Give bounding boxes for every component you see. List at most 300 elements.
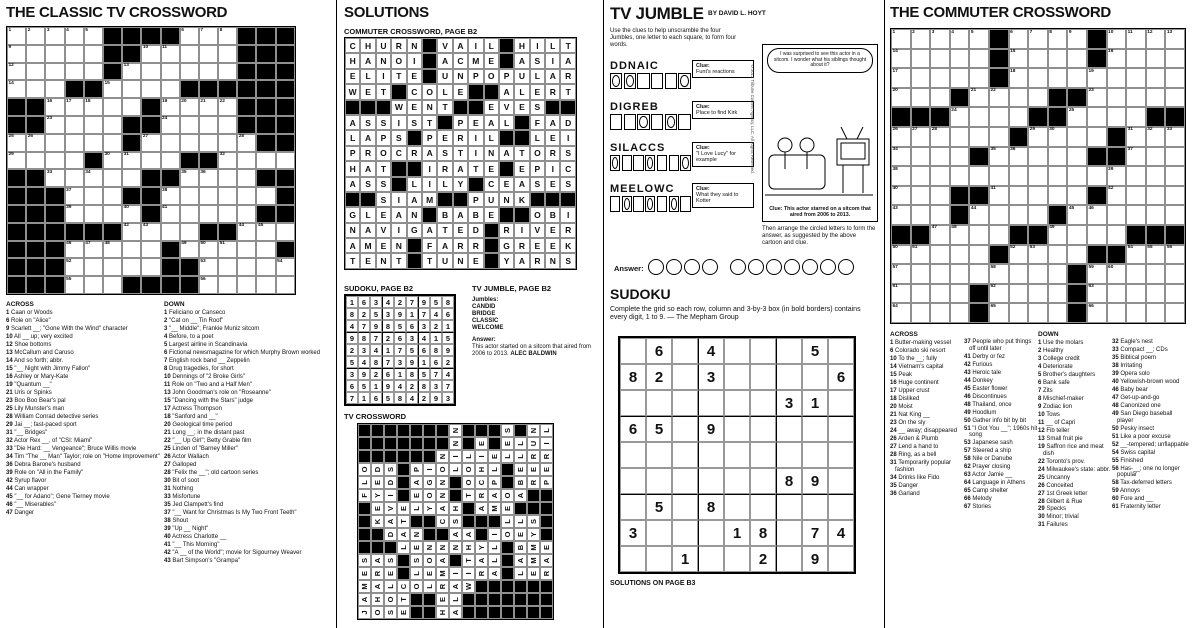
grid-cell[interactable]	[930, 49, 950, 69]
grid-cell[interactable]	[256, 241, 275, 259]
grid-cell[interactable]: 48	[103, 241, 122, 259]
grid-cell[interactable]	[989, 127, 1009, 147]
grid-cell[interactable]	[1146, 303, 1166, 323]
sudoku-cell[interactable]	[750, 442, 776, 468]
grid-cell[interactable]: 16	[1107, 49, 1127, 69]
grid-cell[interactable]: 14	[7, 80, 26, 98]
grid-cell[interactable]: 46	[1087, 205, 1107, 225]
grid-cell[interactable]	[930, 166, 950, 186]
grid-cell[interactable]	[1146, 68, 1166, 88]
grid-cell[interactable]	[237, 169, 256, 187]
grid-cell[interactable]: 55	[65, 276, 84, 294]
sudoku-cell[interactable]	[750, 338, 776, 364]
grid-cell[interactable]	[1048, 186, 1068, 206]
grid-cell[interactable]	[1087, 107, 1107, 127]
grid-cell[interactable]: 37	[65, 187, 84, 205]
grid-cell[interactable]	[950, 245, 970, 265]
grid-cell[interactable]	[180, 223, 199, 241]
grid-cell[interactable]	[1107, 68, 1127, 88]
grid-cell[interactable]: 20	[180, 98, 199, 116]
grid-cell[interactable]	[45, 134, 64, 152]
grid-cell[interactable]	[1165, 186, 1185, 206]
jumble-letter-square[interactable]	[665, 114, 677, 130]
grid-cell[interactable]: 28	[237, 134, 256, 152]
grid-cell[interactable]	[141, 241, 160, 259]
grid-cell[interactable]: 48	[950, 225, 970, 245]
sudoku-cell[interactable]	[620, 442, 646, 468]
answer-circle[interactable]	[784, 259, 800, 275]
grid-cell[interactable]	[1087, 127, 1107, 147]
grid-cell[interactable]	[1048, 49, 1068, 69]
grid-cell[interactable]	[180, 187, 199, 205]
grid-cell[interactable]: 14	[891, 49, 911, 69]
answer-circle[interactable]	[766, 259, 782, 275]
grid-cell[interactable]	[1028, 49, 1048, 69]
grid-cell[interactable]	[84, 63, 103, 81]
grid-cell[interactable]: 44	[969, 205, 989, 225]
grid-cell[interactable]	[950, 284, 970, 304]
grid-cell[interactable]: 12	[7, 63, 26, 81]
grid-cell[interactable]	[1107, 88, 1127, 108]
grid-cell[interactable]	[84, 276, 103, 294]
grid-cell[interactable]	[1067, 147, 1087, 167]
grid-cell[interactable]	[1067, 49, 1087, 69]
jumble-letter-square[interactable]	[680, 155, 690, 171]
grid-cell[interactable]	[1107, 225, 1127, 245]
grid-cell[interactable]	[218, 169, 237, 187]
grid-cell[interactable]	[1048, 264, 1068, 284]
grid-cell[interactable]	[65, 45, 84, 63]
sudoku-cell[interactable]	[646, 546, 672, 572]
grid-cell[interactable]	[1165, 147, 1185, 167]
sudoku-cell[interactable]	[646, 520, 672, 546]
grid-cell[interactable]	[1126, 49, 1146, 69]
grid-cell[interactable]: 39	[1107, 166, 1127, 186]
grid-cell[interactable]: 56	[1165, 245, 1185, 265]
grid-cell[interactable]	[1009, 284, 1029, 304]
grid-cell[interactable]	[1126, 166, 1146, 186]
grid-cell[interactable]	[122, 98, 141, 116]
grid-cell[interactable]	[1048, 68, 1068, 88]
grid-cell[interactable]	[1126, 303, 1146, 323]
grid-cell[interactable]	[276, 152, 295, 170]
grid-cell[interactable]: 9	[1067, 29, 1087, 49]
answer-circle[interactable]	[730, 259, 746, 275]
grid-cell[interactable]: 9	[7, 45, 26, 63]
grid-cell[interactable]	[1028, 147, 1048, 167]
grid-cell[interactable]: 4	[950, 29, 970, 49]
grid-cell[interactable]: 10	[1107, 29, 1127, 49]
grid-cell[interactable]	[141, 80, 160, 98]
grid-cell[interactable]: 49	[180, 241, 199, 259]
grid-cell[interactable]: 55	[1146, 245, 1166, 265]
grid-cell[interactable]: 3	[930, 29, 950, 49]
grid-cell[interactable]	[45, 45, 64, 63]
grid-cell[interactable]	[84, 258, 103, 276]
grid-cell[interactable]	[930, 147, 950, 167]
grid-cell[interactable]: 43	[141, 223, 160, 241]
grid-cell[interactable]	[1067, 186, 1087, 206]
sudoku-cell[interactable]	[828, 468, 854, 494]
grid-cell[interactable]	[969, 264, 989, 284]
sudoku-cell[interactable]	[672, 442, 698, 468]
grid-cell[interactable]: 31	[1126, 127, 1146, 147]
grid-cell[interactable]	[1067, 225, 1087, 245]
grid-cell[interactable]: 17	[65, 98, 84, 116]
jumble-letter-square[interactable]	[680, 196, 690, 212]
grid-cell[interactable]: 33	[1165, 127, 1185, 147]
grid-cell[interactable]: 34	[84, 169, 103, 187]
grid-cell[interactable]	[1028, 284, 1048, 304]
grid-cell[interactable]: 20	[891, 88, 911, 108]
grid-cell[interactable]	[45, 80, 64, 98]
grid-cell[interactable]	[969, 225, 989, 245]
jumble-letter-square[interactable]	[633, 196, 643, 212]
grid-cell[interactable]	[911, 88, 931, 108]
jumble-letter-square[interactable]	[669, 196, 679, 212]
grid-cell[interactable]	[950, 127, 970, 147]
grid-cell[interactable]: 39	[65, 205, 84, 223]
jumble-letter-square[interactable]	[610, 155, 620, 171]
grid-cell[interactable]: 23	[45, 116, 64, 134]
grid-cell[interactable]	[180, 134, 199, 152]
grid-cell[interactable]: 12	[1146, 29, 1166, 49]
grid-cell[interactable]: 32	[218, 152, 237, 170]
grid-cell[interactable]	[180, 63, 199, 81]
grid-cell[interactable]	[969, 68, 989, 88]
grid-cell[interactable]: 40	[122, 205, 141, 223]
grid-cell[interactable]	[930, 264, 950, 284]
sudoku-cell[interactable]	[672, 390, 698, 416]
grid-cell[interactable]: 30	[103, 152, 122, 170]
grid-cell[interactable]: 11	[161, 45, 180, 63]
grid-cell[interactable]: 44	[237, 223, 256, 241]
grid-cell[interactable]	[122, 241, 141, 259]
grid-cell[interactable]: 13	[122, 63, 141, 81]
grid-cell[interactable]: 47	[84, 241, 103, 259]
jumble-letter-square[interactable]	[633, 155, 643, 171]
grid-cell[interactable]: 36	[1009, 147, 1029, 167]
sudoku-cell[interactable]	[672, 468, 698, 494]
grid-cell[interactable]: 15	[103, 80, 122, 98]
jumble-letter-square[interactable]	[637, 73, 649, 89]
grid-cell[interactable]	[1009, 88, 1029, 108]
grid-cell[interactable]: 22	[989, 88, 1009, 108]
sudoku-cell[interactable]	[750, 494, 776, 520]
grid-cell[interactable]: 52	[1009, 245, 1029, 265]
grid-cell[interactable]: 2	[26, 27, 45, 45]
grid-cell[interactable]	[276, 276, 295, 294]
grid-cell[interactable]	[237, 152, 256, 170]
grid-cell[interactable]	[103, 98, 122, 116]
sudoku-cell[interactable]	[776, 494, 802, 520]
grid-cell[interactable]: 61	[891, 284, 911, 304]
grid-cell[interactable]	[1009, 205, 1029, 225]
jumble-letter-square[interactable]	[624, 73, 636, 89]
answer-circle[interactable]	[666, 259, 682, 275]
sudoku-cell[interactable]	[724, 442, 750, 468]
grid-cell[interactable]: 62	[989, 284, 1009, 304]
grid-cell[interactable]	[1087, 225, 1107, 245]
sudoku-cell[interactable]	[750, 390, 776, 416]
grid-cell[interactable]: 65	[989, 303, 1009, 323]
sudoku-cell[interactable]	[698, 468, 724, 494]
grid-cell[interactable]	[911, 264, 931, 284]
grid-cell[interactable]	[65, 116, 84, 134]
grid-cell[interactable]: 7	[1028, 29, 1048, 49]
answer-circle[interactable]	[648, 259, 664, 275]
grid-cell[interactable]: 3	[45, 27, 64, 45]
grid-cell[interactable]	[161, 80, 180, 98]
jumble-letter-square[interactable]	[637, 114, 649, 130]
grid-cell[interactable]	[1146, 88, 1166, 108]
grid-cell[interactable]	[1165, 205, 1185, 225]
grid-cell[interactable]: 63	[1087, 284, 1107, 304]
grid-cell[interactable]	[141, 152, 160, 170]
grid-cell[interactable]	[969, 166, 989, 186]
grid-cell[interactable]	[930, 284, 950, 304]
jumble-letter-square[interactable]	[610, 73, 622, 89]
grid-cell[interactable]: 54	[1126, 245, 1146, 265]
grid-cell[interactable]: 51	[218, 241, 237, 259]
grid-cell[interactable]	[218, 205, 237, 223]
grid-cell[interactable]	[84, 134, 103, 152]
grid-cell[interactable]: 1	[891, 29, 911, 49]
grid-cell[interactable]	[911, 284, 931, 304]
grid-cell[interactable]	[950, 68, 970, 88]
grid-cell[interactable]	[218, 116, 237, 134]
sudoku-cell[interactable]	[672, 520, 698, 546]
sudoku-cell[interactable]	[724, 338, 750, 364]
grid-cell[interactable]	[930, 68, 950, 88]
grid-cell[interactable]: 40	[891, 186, 911, 206]
grid-cell[interactable]: 49	[1048, 225, 1068, 245]
grid-cell[interactable]: 46	[65, 241, 84, 259]
grid-cell[interactable]	[256, 187, 275, 205]
grid-cell[interactable]: 53	[1028, 245, 1048, 265]
jumble-letter-square[interactable]	[665, 73, 677, 89]
answer-circle[interactable]	[748, 259, 764, 275]
grid-cell[interactable]: 16	[45, 98, 64, 116]
grid-cell[interactable]	[950, 166, 970, 186]
grid-cell[interactable]	[911, 68, 931, 88]
grid-cell[interactable]	[1048, 147, 1068, 167]
grid-cell[interactable]: 7	[199, 27, 218, 45]
grid-cell[interactable]	[969, 245, 989, 265]
grid-cell[interactable]	[1048, 284, 1068, 304]
grid-cell[interactable]: 66	[1087, 303, 1107, 323]
jumble-letter-square[interactable]	[622, 196, 632, 212]
grid-cell[interactable]	[45, 63, 64, 81]
grid-cell[interactable]: 26	[26, 134, 45, 152]
grid-cell[interactable]	[26, 63, 45, 81]
grid-cell[interactable]: 32	[1146, 127, 1166, 147]
grid-cell[interactable]: 21	[969, 88, 989, 108]
sudoku-cell[interactable]	[776, 338, 802, 364]
grid-cell[interactable]	[218, 63, 237, 81]
grid-cell[interactable]	[1165, 166, 1185, 186]
grid-cell[interactable]	[237, 187, 256, 205]
grid-cell[interactable]	[1126, 186, 1146, 206]
jumble-letter-square[interactable]	[624, 114, 636, 130]
grid-cell[interactable]	[218, 134, 237, 152]
grid-cell[interactable]	[1107, 303, 1127, 323]
grid-cell[interactable]	[65, 134, 84, 152]
sudoku-cell[interactable]	[802, 494, 828, 520]
grid-cell[interactable]: 41	[161, 205, 180, 223]
grid-cell[interactable]	[65, 63, 84, 81]
jumble-letter-square[interactable]	[645, 196, 655, 212]
sudoku-cell[interactable]	[776, 442, 802, 468]
answer-circle[interactable]	[684, 259, 700, 275]
grid-cell[interactable]: 50	[891, 245, 911, 265]
sudoku-cell[interactable]	[620, 546, 646, 572]
sudoku-cell[interactable]	[672, 364, 698, 390]
grid-cell[interactable]	[1126, 205, 1146, 225]
sudoku-cell[interactable]	[724, 468, 750, 494]
grid-cell[interactable]	[1009, 166, 1029, 186]
grid-cell[interactable]	[911, 147, 931, 167]
grid-cell[interactable]	[103, 205, 122, 223]
grid-cell[interactable]: 24	[950, 107, 970, 127]
grid-cell[interactable]: 22	[218, 98, 237, 116]
grid-cell[interactable]	[84, 187, 103, 205]
grid-cell[interactable]	[1067, 127, 1087, 147]
grid-cell[interactable]	[141, 258, 160, 276]
grid-cell[interactable]	[911, 166, 931, 186]
jumble-letter-square[interactable]	[610, 114, 622, 130]
grid-cell[interactable]	[1028, 264, 1048, 284]
sudoku-cell[interactable]	[828, 442, 854, 468]
jumble-letter-square[interactable]	[678, 114, 690, 130]
grid-cell[interactable]	[1009, 264, 1029, 284]
grid-cell[interactable]	[1107, 107, 1127, 127]
grid-cell[interactable]: 60	[1107, 264, 1127, 284]
answer-circle[interactable]	[820, 259, 836, 275]
grid-cell[interactable]: 27	[911, 127, 931, 147]
grid-cell[interactable]	[122, 80, 141, 98]
grid-cell[interactable]	[1048, 245, 1068, 265]
grid-cell[interactable]	[989, 166, 1009, 186]
grid-cell[interactable]	[218, 258, 237, 276]
grid-cell[interactable]	[237, 258, 256, 276]
grid-cell[interactable]	[1165, 88, 1185, 108]
grid-cell[interactable]	[1126, 284, 1146, 304]
grid-cell[interactable]	[930, 88, 950, 108]
grid-cell[interactable]	[84, 116, 103, 134]
sudoku-cell[interactable]	[672, 494, 698, 520]
sudoku-cell[interactable]	[646, 390, 672, 416]
grid-cell[interactable]: 25	[1067, 107, 1087, 127]
grid-cell[interactable]	[1048, 166, 1068, 186]
grid-cell[interactable]: 56	[199, 276, 218, 294]
grid-cell[interactable]: 53	[199, 258, 218, 276]
grid-cell[interactable]: 31	[122, 152, 141, 170]
grid-cell[interactable]	[1146, 49, 1166, 69]
grid-cell[interactable]: 64	[891, 303, 911, 323]
grid-cell[interactable]	[1028, 166, 1048, 186]
grid-cell[interactable]: 8	[1048, 29, 1068, 49]
grid-cell[interactable]	[180, 45, 199, 63]
grid-cell[interactable]	[1165, 303, 1185, 323]
grid-cell[interactable]: 29	[1028, 127, 1048, 147]
sudoku-cell[interactable]	[620, 468, 646, 494]
grid-cell[interactable]	[1009, 303, 1029, 323]
grid-cell[interactable]: 6	[1009, 29, 1029, 49]
sudoku-cell[interactable]	[724, 494, 750, 520]
sudoku-cell[interactable]	[776, 416, 802, 442]
grid-cell[interactable]	[950, 264, 970, 284]
grid-cell[interactable]	[103, 258, 122, 276]
grid-cell[interactable]	[161, 63, 180, 81]
sudoku-cell[interactable]	[828, 390, 854, 416]
grid-cell[interactable]: 54	[276, 258, 295, 276]
grid-cell[interactable]	[1146, 205, 1166, 225]
grid-cell[interactable]	[930, 303, 950, 323]
sudoku-cell[interactable]	[802, 442, 828, 468]
grid-cell[interactable]	[1009, 186, 1029, 206]
sudoku-cell[interactable]	[724, 546, 750, 572]
grid-cell[interactable]: 13	[1165, 29, 1185, 49]
grid-cell[interactable]: 28	[930, 127, 950, 147]
grid-cell[interactable]: 26	[891, 127, 911, 147]
sudoku-cell[interactable]	[620, 338, 646, 364]
jumble-letter-square[interactable]	[678, 73, 690, 89]
grid-cell[interactable]	[1165, 264, 1185, 284]
grid-cell[interactable]: 1	[7, 27, 26, 45]
grid-cell[interactable]	[237, 241, 256, 259]
grid-cell[interactable]: 10	[141, 45, 160, 63]
jumble-letter-square[interactable]	[657, 155, 667, 171]
grid-cell[interactable]	[1048, 303, 1068, 323]
grid-cell[interactable]: 35	[989, 147, 1009, 167]
grid-cell[interactable]: 36	[199, 169, 218, 187]
grid-cell[interactable]	[1028, 186, 1048, 206]
grid-cell[interactable]	[122, 169, 141, 187]
grid-cell[interactable]	[199, 63, 218, 81]
grid-cell[interactable]: 52	[65, 258, 84, 276]
grid-cell[interactable]: 19	[161, 98, 180, 116]
grid-cell[interactable]	[122, 258, 141, 276]
grid-cell[interactable]	[180, 116, 199, 134]
grid-cell[interactable]	[199, 45, 218, 63]
grid-cell[interactable]: 38	[161, 187, 180, 205]
grid-cell[interactable]: 18	[84, 98, 103, 116]
grid-cell[interactable]	[1009, 107, 1029, 127]
grid-cell[interactable]: 23	[1087, 88, 1107, 108]
grid-cell[interactable]	[1165, 68, 1185, 88]
grid-cell[interactable]: 19	[1087, 68, 1107, 88]
grid-cell[interactable]	[950, 303, 970, 323]
grid-cell[interactable]	[65, 152, 84, 170]
sudoku-cell[interactable]	[646, 468, 672, 494]
grid-cell[interactable]: 45	[1067, 205, 1087, 225]
grid-cell[interactable]: 5	[969, 29, 989, 49]
sudoku-cell[interactable]	[828, 338, 854, 364]
grid-cell[interactable]	[45, 152, 64, 170]
grid-cell[interactable]	[199, 134, 218, 152]
jumble-letter-square[interactable]	[669, 155, 679, 171]
grid-cell[interactable]: 41	[989, 186, 1009, 206]
grid-cell[interactable]	[930, 205, 950, 225]
grid-cell[interactable]	[930, 245, 950, 265]
grid-cell[interactable]: 42	[122, 223, 141, 241]
grid-cell[interactable]: 29	[7, 152, 26, 170]
grid-cell[interactable]: 15	[1009, 49, 1029, 69]
sudoku-cell[interactable]	[672, 416, 698, 442]
grid-cell[interactable]	[84, 205, 103, 223]
sudoku-cell[interactable]	[750, 468, 776, 494]
